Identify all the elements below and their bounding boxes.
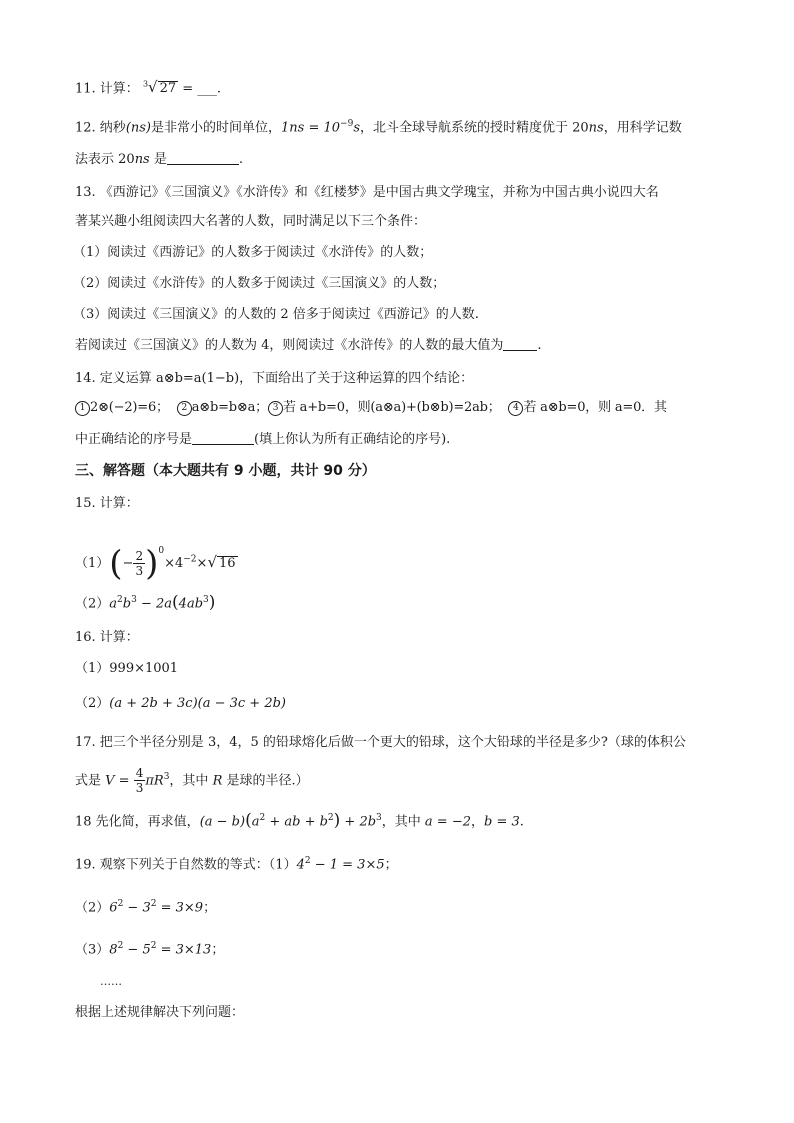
- q18-text-c: ，: [471, 814, 485, 830]
- q15-p1-label: （1）: [75, 556, 110, 571]
- q13-last-text: 若阅读过《三国演义》的人数为 4，则阅读过《水浒传》的人数的最大值为: [75, 338, 504, 353]
- term: − 5: [123, 942, 151, 958]
- q14-conclusion-4: 若 a⊗b=0，则 a=0．其: [523, 400, 667, 415]
- q19-head-text: 19. 观察下列关于自然数的等式：（1）: [75, 857, 297, 873]
- fraction-denominator: 3: [135, 564, 144, 578]
- q12-ns-3: ns: [134, 152, 150, 167]
- question-12-line2: [75, 150, 734, 170]
- semicolon: ；: [384, 857, 398, 873]
- var-a: a: [109, 596, 118, 612]
- question-15-part2: [75, 590, 734, 614]
- exp: 2: [117, 941, 124, 951]
- sqrt-sign: √: [207, 553, 218, 571]
- term: 4ab: [178, 596, 204, 612]
- question-16-head: 16. 计算：: [75, 630, 139, 645]
- term: = 3×13: [156, 942, 212, 958]
- q16-p2-expr: (a + 2b + 3c)(a − 3c + 2b): [109, 696, 286, 711]
- exp: 3: [131, 595, 137, 605]
- q18-period: .: [519, 814, 524, 830]
- q12-text-a: 12. 纳秒: [75, 120, 126, 136]
- q18-text-a: 18 先化简，再求值，: [75, 814, 200, 830]
- term: − 1 = 3×5: [310, 857, 385, 873]
- q19-label: （3）: [75, 942, 110, 958]
- fraction-numerator: 2: [135, 549, 144, 563]
- q18-cond-a: a = −2: [424, 814, 471, 830]
- sqrt-radicand: 16: [219, 556, 236, 571]
- minus-sign: −: [122, 556, 134, 571]
- q12-text-c: 是非常小的时间单位，: [151, 120, 282, 136]
- circled-number-3: 3: [268, 401, 283, 416]
- q12-ns-2: ns: [588, 120, 604, 136]
- exp: 2: [150, 899, 157, 909]
- fraction: [134, 767, 146, 794]
- circled-number-2: 2: [177, 401, 192, 416]
- q14-conclusion-1: 2⊗(−2)=6；: [90, 400, 169, 415]
- equals: =: [114, 773, 134, 789]
- open-paren: (: [245, 810, 252, 831]
- exp: 2: [117, 899, 124, 909]
- section-heading: 三、解答题（本大题共有 9 小题，共计 90 分）: [75, 463, 376, 479]
- exp: 2: [259, 813, 266, 823]
- open-paren: (: [172, 592, 179, 613]
- question-13-last: [75, 336, 734, 356]
- question-15-head: 15. 计算：: [75, 496, 139, 511]
- term: 4: [296, 857, 305, 873]
- q14-text-a: 中正确结论的序号是: [75, 432, 193, 447]
- q12-ns-unit: (ns): [125, 120, 151, 136]
- q19-label: （2）: [75, 900, 110, 916]
- q12-text-2c: 是: [149, 152, 167, 167]
- var-a: a: [251, 814, 260, 830]
- question-13-line1: 13. 《西游记》《三国演义》《水浒传》和《红楼梦》是中国古典文学瑰宝，并称为中国古典小说四大名: [75, 185, 659, 200]
- q12-text-2a: 法表示 20: [75, 152, 135, 167]
- q12-ns-def: 1ns = 10: [281, 120, 341, 136]
- question-16-part1: （1）999×1001: [75, 661, 179, 676]
- question-19-head: [75, 851, 734, 875]
- open-paren: (: [109, 543, 123, 584]
- exp: 3: [203, 595, 209, 605]
- exp: 2: [150, 941, 157, 951]
- q13-period: .: [537, 338, 542, 353]
- q12-period: .: [238, 152, 244, 167]
- semicolon: ；: [203, 900, 217, 916]
- q18-factor: (a − b): [199, 814, 246, 830]
- question-15-part1: [75, 531, 734, 584]
- term: − 3: [123, 900, 151, 916]
- circled-number-4: 4: [508, 401, 523, 416]
- fraction: [133, 550, 145, 577]
- question-19-last: 根据上述规律解决下列问题：: [75, 1005, 245, 1020]
- term: + ab + b: [265, 814, 328, 830]
- term: = 3×9: [156, 900, 204, 916]
- times-sign: ×: [196, 556, 208, 571]
- q18-text-b: ，其中: [381, 814, 425, 830]
- q16-p2-label: （2）: [75, 696, 110, 711]
- circled-number-1: 1: [75, 401, 90, 416]
- question-11: [75, 75, 734, 99]
- exp: 2: [304, 856, 311, 866]
- pi-r: πR: [145, 773, 164, 789]
- q15-p2-label: （2）: [75, 596, 110, 612]
- term: 8: [109, 942, 118, 958]
- semicolon: ；: [211, 942, 225, 958]
- q17-text-a: 式是: [75, 773, 106, 789]
- question-17-line2: [75, 760, 734, 794]
- question-17-line1: 17. 把三个半径分别是 3，4，5 的铅球熔化后做一个更大的铅球，这个大铅球的半径是多少?（球的体积公: [75, 735, 686, 750]
- close-paren: ): [145, 543, 159, 584]
- exp: 3: [376, 813, 382, 823]
- question-12-line1: [75, 114, 734, 138]
- q18-cond-b: b = 3: [484, 814, 520, 830]
- q17-text-b: ，其中: [169, 773, 213, 789]
- answer-blank[interactable]: [167, 150, 239, 165]
- zero-exponent: 0: [158, 546, 165, 556]
- continuation-dots: ……: [100, 975, 122, 988]
- question-13-line2: 著某兴趣小组阅读四大名著的人数，同时满足以下三个条件：: [75, 214, 427, 229]
- q14-conclusion-3: 若 a+b=0，则(a⊗a)+(b⊗b)=2ab；: [282, 400, 501, 415]
- q17-text-c: 是球的半径.）: [222, 773, 309, 789]
- q12-exponent: −9: [340, 119, 354, 129]
- q12-text-g: ，北斗全球导航系统的授时精度优于 20: [359, 120, 589, 136]
- question-13-cond1: （1）阅读过《西游记》的人数多于阅读过《水浒传》的人数；: [73, 245, 433, 260]
- term: + 2b: [340, 814, 377, 830]
- question-19-eq2: [75, 894, 734, 918]
- q12-s-unit: s: [353, 120, 360, 136]
- cube-root-sign: $^3$√: [142, 78, 158, 97]
- var-V: V: [105, 773, 115, 789]
- var-b: b: [122, 596, 132, 612]
- term: 6: [109, 900, 118, 916]
- answer-blank[interactable]: [503, 336, 537, 351]
- q14-conclusion-2: a⊗b=b⊗a；: [191, 400, 268, 415]
- q15-p1-exp: −2: [183, 554, 197, 565]
- answer-blank[interactable]: [192, 430, 254, 445]
- var-R: R: [212, 773, 223, 789]
- question-18: [75, 808, 734, 832]
- question-14-line3: [75, 430, 734, 450]
- close-paren: ): [333, 810, 341, 831]
- question-19-eq3: [75, 936, 734, 960]
- question-16-part2: [75, 694, 734, 714]
- close-paren: ): [208, 592, 216, 613]
- exp: 2: [327, 813, 334, 823]
- exp: 3: [163, 772, 170, 782]
- fraction-numerator: 4: [135, 766, 144, 781]
- q11-label: 11. 计算：: [75, 81, 139, 97]
- q15-p1-mid: ×4: [164, 556, 184, 571]
- question-14-line2: [75, 398, 734, 418]
- question-14-line1: 14. 定义运算 a⊗b=a(1−b)，下面给出了关于这种运算的四个结论：: [75, 371, 474, 386]
- question-13-cond2: （2）阅读过《水浒传》的人数多于阅读过《三国演义》的人数；: [73, 276, 446, 291]
- question-13-cond3: （3）阅读过《三国演义》的人数的 2 倍多于阅读过《西游记》的人数.: [73, 307, 479, 322]
- term: − 2a: [136, 596, 173, 612]
- q12-text-i: ，用科学记数: [603, 120, 682, 136]
- fraction-denominator: 3: [135, 781, 144, 796]
- exp: 2: [117, 595, 123, 605]
- q14-text-b: (填上你认为所有正确结论的序号).: [254, 432, 451, 447]
- q11-tail: = ___.: [178, 81, 221, 97]
- q11-radicand: 27: [159, 81, 177, 97]
